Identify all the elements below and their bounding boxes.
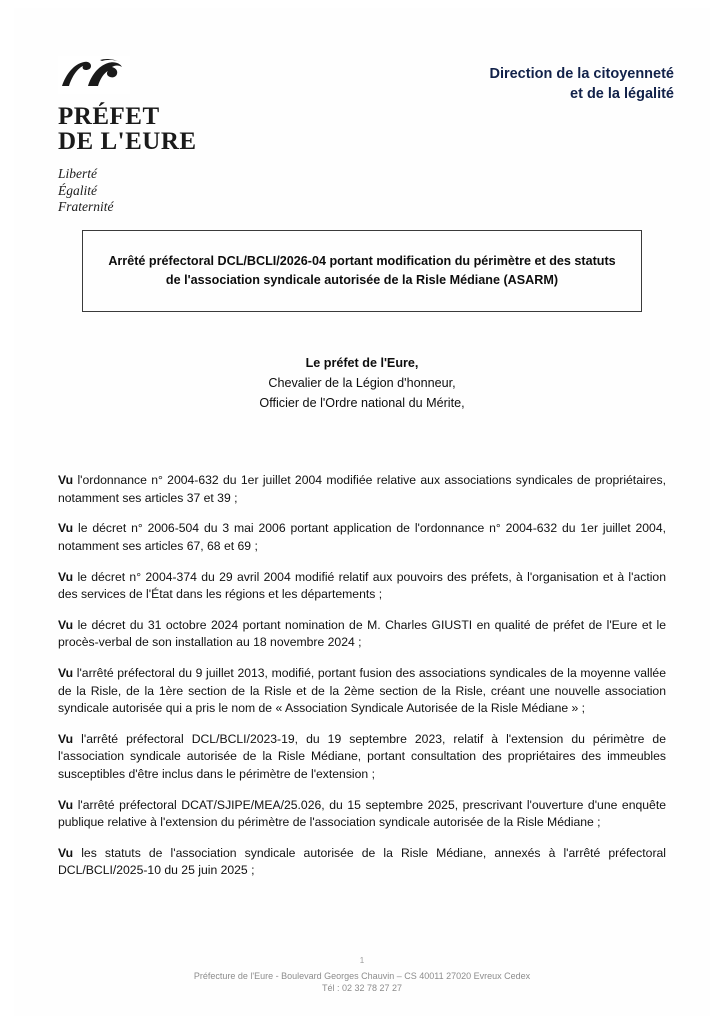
decree-title-line1: Arrêté préfectoral DCL/BCLI/2026-04 portant modification du périmètre (108, 254, 531, 268)
prefect-name-line: Le préfet de l'Eure, (305, 356, 419, 370)
prefect-quality-1: Chevalier de la Légion d'honneur, (268, 376, 456, 390)
vu-label: Vu (58, 569, 74, 584)
prefet-title (58, 104, 318, 154)
considerant-paragraph (58, 731, 666, 784)
department-line2: et de la légalité (570, 86, 674, 102)
vu-label: Vu (58, 797, 74, 812)
paragraph-text: le décret n° 2004-374 du 29 avril 2004 modifié relatif aux pouvoirs des préfets, à l'organisation et à l'action des services de l'État dans les régions et les départements ; (58, 569, 666, 602)
considerant-paragraph (58, 472, 666, 507)
considerant-paragraph (58, 520, 666, 555)
considerant-paragraph (58, 617, 666, 652)
vu-label: Vu (58, 617, 74, 632)
paragraph-text: l'arrêté préfectoral DCAT/SJIPE/MEA/25.026, du 15 septembre 2025, prescrivant l'ouverture d'une enquête publique relative à l'extension du périmètre de l'association syndicale autorisée de la Risle Médiane ; (58, 797, 666, 830)
vu-label: Vu (58, 845, 74, 860)
motto-liberte: Liberté (58, 166, 97, 181)
decree-body (58, 460, 666, 893)
motto-egalite: Égalité (58, 182, 97, 198)
motto-fraternite: Fraternité (58, 199, 114, 214)
issuing-department (489, 64, 674, 104)
considerant-paragraph (58, 797, 666, 832)
decree-title-line3: (ASARM) (503, 273, 559, 287)
paragraph-text: le décret n° 2006-504 du 3 mai 2006 portant application de l'ordonnance n° 2004-632 du 1er juillet 2004, notamment ses articles 67, 68 et 69 ; (58, 521, 666, 553)
paragraph-text: l'arrêté préfectoral DCL/BCLI/2023-19, du 19 septembre 2023, relatif à l'extension du périmètre de l'association syndicale autorisée de la Risle Médiane, portant consultation des propriétaires des immeubles susceptibles d'être inclus dans le périmètre de l'extension ; (58, 731, 666, 781)
document-sheet (14, 8, 710, 1016)
footer-address: Préfecture de l'Eure - Boulevard Georges Chauvin – CS 40011 27020 Evreux Cedex (193, 971, 531, 981)
republic-motto (58, 166, 318, 216)
prefecture-logo-block (58, 56, 318, 216)
document-footer (14, 955, 710, 994)
vu-label: Vu (58, 731, 74, 746)
paragraph-text: le décret du 31 octobre 2024 portant nomination de M. Charles GIUSTI en qualité de préfet de l'Eure et le procès-verbal de son installation au 18 novembre 2024 ; (58, 617, 666, 650)
considerant-paragraph (58, 845, 666, 880)
marianne-icon (58, 56, 130, 94)
prefect-qualities (14, 353, 710, 413)
considerant-paragraph (58, 665, 666, 718)
prefet-title-line1: PRÉFET (58, 103, 160, 130)
footer-phone: Tél : 02 32 78 27 27 (321, 983, 403, 993)
decree-title-box (82, 230, 642, 312)
paragraph-text: l'ordonnance n° 2004-632 du 1er juillet 2004 modifiée relative aux associations syndicales de propriétaires, notamment ses articles 37 et 39 ; (58, 473, 666, 505)
document-header (14, 8, 710, 214)
paragraph-text: les statuts de l'association syndicale autorisée de la Risle Médiane, annexés à l'arrêté préfectoral DCL/BCLI/2025-10 du 25 juin 2025 ; (58, 845, 666, 878)
prefet-title-line2: DE L'EURE (58, 128, 197, 155)
considerant-paragraph (58, 569, 666, 604)
paragraph-text: l'arrêté préfectoral du 9 juillet 2013, modifié, portant fusion des associations syndicales de la moyenne vallée de la Risle, de la 1ère section de la Risle et de la 2ème section de la Risle, créant une nouvelle association syndicale autorisée qui a pris le nom de « Association Syndicale Autorisée de la Risle Médiane » ; (58, 665, 666, 716)
prefect-quality-2: Officier de l'Ordre national du Mérite, (259, 396, 465, 410)
vu-label: Vu (58, 521, 74, 536)
page-number: 1 (359, 956, 365, 965)
department-line1: Direction de la citoyenneté (489, 66, 674, 82)
decree-title (101, 252, 623, 290)
vu-label: Vu (58, 665, 74, 680)
vu-label: Vu (58, 473, 74, 488)
decree-title-line2: et des statuts de l'association syndicale autorisée de la Risle Médiane (165, 254, 616, 287)
